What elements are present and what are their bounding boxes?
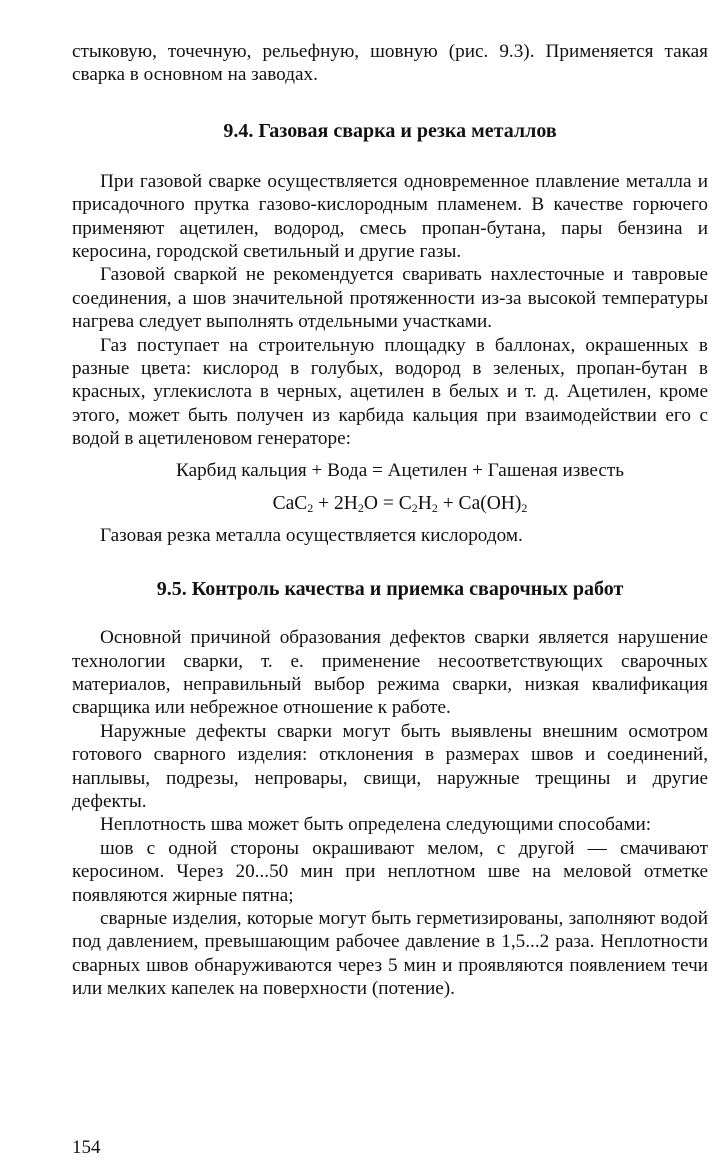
formula-part: + Ca(OH) — [437, 492, 522, 514]
paragraph: Газовая резка металла осуществляется кислородом. — [100, 524, 523, 546]
paragraph: Неплотность шва может быть определена следующими способами: — [100, 814, 652, 836]
formula-subscript: 2 — [307, 500, 314, 515]
continued-paragraph: стыковую, точечную, рельефную, шовную (рис. 9.3). Применяется такая сварка в основном на заводах. — [72, 41, 708, 86]
formula-part: + 2H — [313, 492, 358, 514]
list-paragraph: сварные изделия, которые могут быть герметизированы, заполняют водой под давлением, превышающим рабочее давление в 1,5...2 раза. Неплотности сварных швов обнаруживаются через 5 мин и проявляются появлением течи или мелких капелек на поверхности (потение). — [72, 907, 708, 1000]
page-number: 154 — [72, 1137, 101, 1158]
paragraph: При газовой сварке осуществляется одновременное плавление металла и присадочного прутка газово-кислородным пламенем. В качестве горючего применяют ацетилен, водород, смесь пропан-бутана, пары бензина и керосина, городской светильный и другие газы. — [72, 170, 708, 263]
book-page — [72, 40, 708, 1001]
chemical-equation — [92, 492, 708, 516]
formula-part: CaC — [272, 492, 308, 514]
formula-part: H — [417, 492, 432, 514]
section-heading-9-5: 9.5. Контроль качества и приемка сварочных работ — [156, 578, 624, 601]
formula-subscript: 2 — [521, 500, 528, 515]
formula-subscript: 2 — [357, 500, 364, 515]
paragraph: Газ поступает на строительную площадку в баллонах, окрашенных в разные цвета: кислород в голубых, водород в зеленых, пропан-бутан в красных, углекислота в черных, ацетилен в белых и т. д. Ацетилен, кроме этого, может быть получен из карбида кальция при взаимодействии его с водой в ацетиленовом генераторе: — [72, 334, 708, 450]
paragraph: Наружные дефекты сварки могут быть выявлены внешним осмотром готового сварного изделия: отклонения в размерах швов и соединений, наплывы, подрезы, непровары, свищи, наружные трещины и другие дефекты. — [72, 720, 708, 812]
formula-subscript: 2 — [411, 500, 418, 515]
formula-subscript: 2 — [431, 500, 438, 515]
formula-part: O = C — [363, 492, 412, 514]
list-paragraph: шов с одной стороны окрашивают мелом, с другой — смачивают керосином. Через 20...50 мин при неплотном шве на меловой отметке появляются жирные пятна; — [72, 837, 708, 906]
section-heading-9-4: 9.4. Газовая сварка и резка металлов — [223, 119, 557, 142]
paragraph: Газовой сваркой не рекомендуется сваривать нахлесточные и тавровые соединения, а шов значительной протяженности из-за высокой температуры нагрева следует выполнять отдельными участками. — [72, 264, 708, 333]
paragraph: Основной причиной образования дефектов сварки является нарушение технологии сварки, т. е. применение несоответствующих сварочных материалов, неправильный выбор режима сварки, низкая квалификация сварщика или небрежное отношение к работе. — [72, 627, 708, 719]
word-equation: Карбид кальция + Вода = Ацетилен + Гашеная известь — [176, 459, 624, 481]
